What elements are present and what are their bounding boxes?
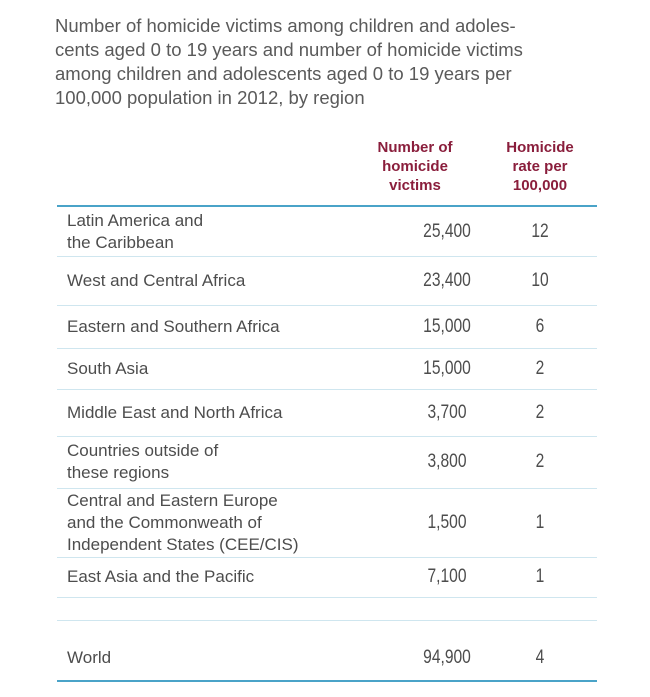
- victims-cell: 1,500: [427, 511, 467, 533]
- table-row: [57, 256, 597, 305]
- region-name: East Asia and the Pacific: [67, 567, 255, 586]
- region-name: West and Central Africa: [67, 270, 246, 290]
- table-row: [57, 557, 597, 597]
- region-name: Central and Eastern Europe: [67, 490, 278, 510]
- region-name: these regions: [67, 463, 170, 482]
- rate-cell: 2: [535, 451, 545, 472]
- region-cell: [67, 207, 357, 256]
- region-name: Eastern and Southern Africa: [67, 316, 280, 336]
- rate-cell: 6: [535, 315, 545, 337]
- title-line: among children and adolescents aged 0 to 19 years per: [55, 63, 512, 84]
- header-line: rate per: [512, 158, 568, 175]
- rate-cell: 1: [535, 511, 545, 533]
- victims-cell: 3,800: [427, 451, 467, 472]
- table-title: [55, 14, 575, 110]
- region-cell: [67, 636, 357, 679]
- table-row: [57, 436, 597, 488]
- rate-cell: 10: [531, 269, 549, 291]
- table-row: [57, 207, 597, 256]
- rate-cell: 2: [535, 357, 545, 379]
- header-line: homicide: [382, 158, 448, 175]
- region-name: the Caribbean: [67, 232, 174, 252]
- header-line: victims: [389, 177, 441, 194]
- rate-cell: 4: [535, 646, 545, 668]
- victims-cell: 15,000: [423, 315, 471, 337]
- victims-cell: 94,900: [423, 646, 471, 668]
- region-cell: [67, 389, 357, 436]
- row-divider: [57, 597, 597, 598]
- table-row: [57, 305, 597, 348]
- row-divider: [57, 680, 597, 682]
- title-line: 100,000 population in 2012, by region: [55, 87, 365, 108]
- region-cell: [67, 436, 357, 488]
- title-line: cents aged 0 to 19 years and number of homicide victims: [55, 39, 523, 60]
- table-row: [57, 488, 597, 557]
- header-line: 100,000: [512, 177, 568, 194]
- region-name: South Asia: [67, 358, 149, 378]
- victims-cell: 3,700: [427, 401, 467, 423]
- victims-cell: 25,400: [423, 220, 471, 242]
- column-header-rate: [485, 138, 595, 195]
- region-cell: [67, 305, 357, 348]
- header-line: Number of: [377, 139, 453, 156]
- row-divider: [57, 620, 597, 621]
- region-cell: [67, 256, 357, 305]
- region-name: Latin America and: [67, 210, 204, 230]
- rate-cell: 12: [531, 220, 549, 242]
- region-name: World: [67, 647, 112, 667]
- header-line: Homicide: [506, 139, 574, 156]
- region-cell: [67, 557, 357, 597]
- title-line: Number of homicide victims among children and adoles-: [55, 15, 516, 36]
- table-row-world: [57, 636, 597, 679]
- region-name: and the Commonweath of: [67, 512, 262, 532]
- table-row: [57, 389, 597, 436]
- table-row: [57, 348, 597, 389]
- rate-cell: 2: [535, 401, 545, 423]
- column-header-victims: [360, 138, 470, 195]
- region-cell: [67, 348, 357, 389]
- victims-cell: 7,100: [427, 566, 467, 587]
- region-cell: [67, 488, 357, 557]
- victims-cell: 15,000: [423, 357, 471, 379]
- region-name: Middle East and North Africa: [67, 402, 283, 422]
- region-name: Independent States (CEE/CIS): [67, 534, 299, 554]
- victims-cell: 23,400: [423, 269, 471, 291]
- rate-cell: 1: [535, 566, 545, 587]
- region-name: Countries outside of: [67, 441, 219, 460]
